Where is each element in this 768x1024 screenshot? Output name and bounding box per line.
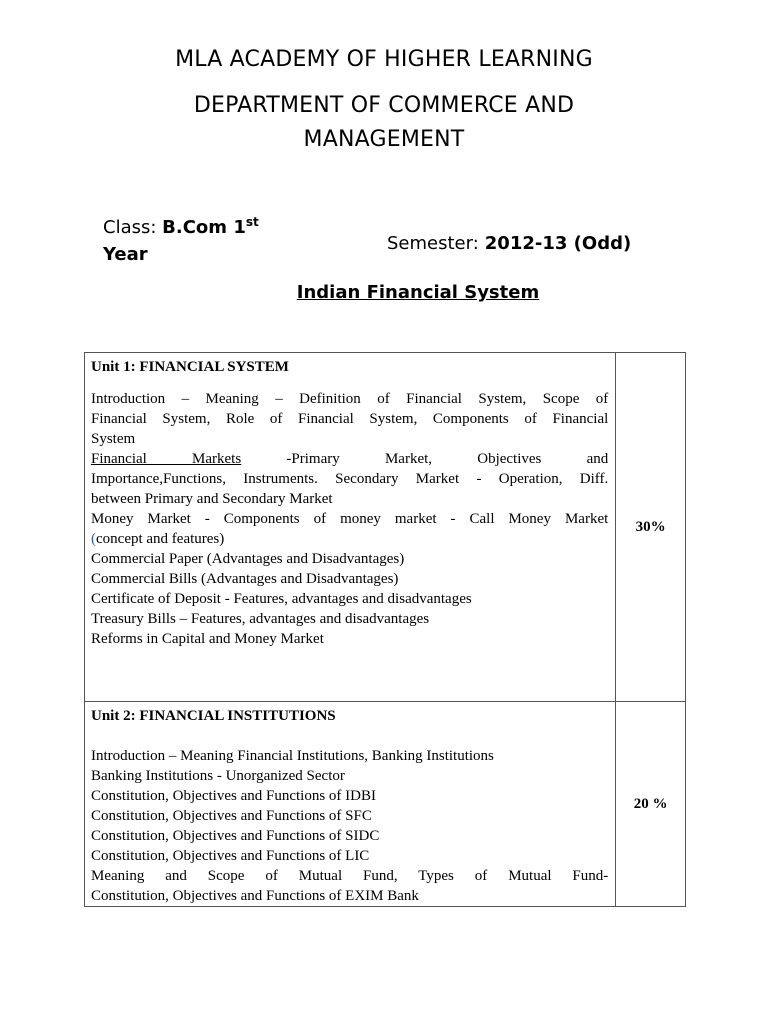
semester-field: [387, 230, 631, 257]
table-row-unit-1: [85, 353, 686, 702]
unit-1-financial-markets-line-1: Financial Markets -Primary Market, Objectives and: [91, 451, 609, 467]
unit-2-mutual-fund-line-1: Meaning and Scope of Mutual Fund, Types of Mutual Fund-: [91, 868, 609, 884]
list-item: Constitution, Objectives and Functions of LIC: [91, 848, 370, 864]
class-value-year: Year: [103, 244, 148, 265]
unit-1-money-market-line-1: Money Market - Components of money market - Call Money Market: [91, 511, 609, 527]
department-title-line-1: DEPARTMENT OF COMMERCE AND: [193, 93, 575, 118]
list-item: Introduction – Meaning Financial Institutions, Banking Institutions: [91, 748, 494, 764]
list-item: Constitution, Objectives and Functions of IDBI: [91, 788, 376, 804]
list-item: Commercial Paper (Advantages and Disadvantages): [91, 551, 405, 567]
unit-1-heading: Unit 1: FINANCIAL SYSTEM: [91, 359, 289, 375]
list-item: Commercial Bills (Advantages and Disadvantages): [91, 571, 399, 587]
list-item: Constitution, Objectives and Functions of SIDC: [91, 828, 380, 844]
blue-paren: (: [91, 531, 96, 547]
list-item: Banking Institutions - Unorganized Sector: [91, 768, 345, 784]
unit-1-content: [85, 353, 616, 702]
class-field: [103, 214, 303, 268]
unit-1-intro-line-2: Financial System, Role of Financial System, Components of Financial: [91, 411, 609, 427]
unit-2-content: [85, 702, 616, 907]
unit-1-financial-markets-line-3: between Primary and Secondary Market: [91, 491, 333, 507]
unit-2-mutual-fund-line-2: Constitution, Objectives and Functions of EXIM Bank: [91, 888, 419, 904]
subject-title: Indian Financial System: [296, 282, 540, 303]
list-item: Certificate of Deposit - Features, advantages and disadvantages: [91, 591, 472, 607]
class-value: B.Com 1st: [162, 215, 259, 238]
list-item: Reforms in Capital and Money Market: [91, 631, 324, 647]
semester-value: 2012-13 (Odd): [484, 233, 632, 254]
semester-label: Semester:: [387, 233, 479, 254]
department-title: [0, 89, 768, 157]
unit-1-money-market-line-2: (concept and features): [91, 531, 225, 547]
institution-title: MLA ACADEMY OF HIGHER LEARNING: [175, 47, 593, 72]
unit-1-intro-line-3: System: [91, 431, 136, 447]
class-label: Class:: [103, 217, 157, 238]
unit-2-heading: Unit 2: FINANCIAL INSTITUTIONS: [91, 708, 336, 724]
list-item: Treasury Bills – Features, advantages and disadvantages: [91, 611, 430, 627]
department-title-line-2: MANAGEMENT: [303, 127, 465, 152]
unit-2-weight: 20 %: [616, 702, 686, 907]
list-item: Constitution, Objectives and Functions of SFC: [91, 808, 372, 824]
unit-1-weight: 30%: [616, 353, 686, 702]
unit-1-financial-markets-line-2: Importance,Functions, Instruments. Secondary Market - Operation, Diff.: [91, 471, 609, 487]
table-row-unit-2: [85, 702, 686, 907]
unit-1-intro-line-1: Introduction – Meaning – Definition of Financial System, Scope of: [91, 391, 609, 407]
syllabus-table: [84, 352, 686, 907]
financial-markets-term: Financial Markets: [91, 451, 242, 467]
class-value-superscript: st: [245, 215, 259, 229]
